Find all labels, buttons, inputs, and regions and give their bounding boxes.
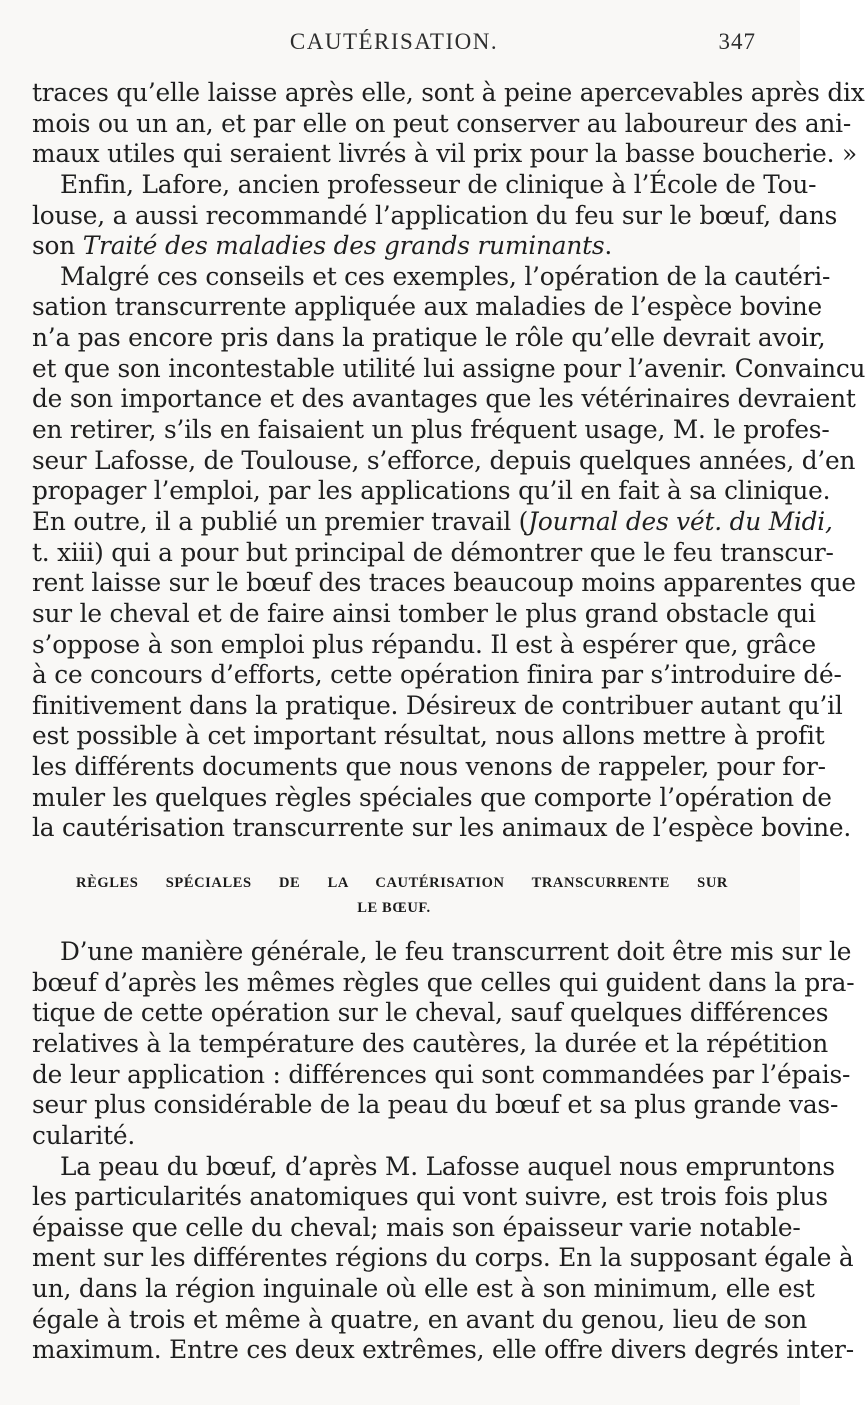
text-run: son	[32, 231, 83, 261]
paragraph	[32, 78, 865, 170]
body-text	[32, 78, 865, 1366]
text-line: est possible à cet important résultat, nous allons mettre à profit	[32, 721, 825, 751]
text-line: relatives à la température des cautères, la durée et la répétition	[32, 1028, 829, 1058]
text-line: cularité.	[32, 1120, 136, 1150]
text-line: seur Lafosse, de Toulouse, s’efforce, depuis quelques années, d’en	[32, 445, 856, 475]
text-line: propager l’emploi, par les applications qu’il en fait à sa clinique.	[32, 476, 831, 506]
text-line: les différents documents que nous venons de rappeler, pour for-	[32, 752, 826, 782]
paragraph	[32, 937, 855, 1151]
text-line: La peau du bœuf, d’après M. Lafosse auquel nous empruntons	[60, 1151, 835, 1181]
text-line: à ce concours d’efforts, cette opération finira par s’introduire dé-	[32, 660, 842, 690]
journal-title: Journal des vét. du Midi,	[528, 506, 833, 536]
text-line: égale à trois et même à quatre, en avant du genou, lieu de son	[32, 1304, 807, 1334]
text-line: la cautérisation transcurrente sur les animaux de l’espèce bovine.	[32, 813, 852, 843]
text-line: louse, a aussi recommandé l’application du feu sur le bœuf, dans	[32, 200, 838, 230]
text-line: seur plus considérable de la peau du bœuf et sa plus grande vas-	[32, 1090, 839, 1120]
text-line: bœuf d’après les mêmes règles que celles qui guident dans la pra-	[32, 967, 855, 997]
text-line: maximum. Entre ces deux extrêmes, elle offre divers degrés inter-	[32, 1335, 854, 1365]
text-line: Malgré ces conseils et ces exemples, l’opération de la cautéri-	[60, 261, 831, 291]
text-line: mois ou un an, et par elle on peut conserver au laboureur des ani-	[32, 108, 852, 138]
text-line: n’a pas encore pris dans la pratique le rôle qu’elle devrait avoir,	[32, 323, 826, 353]
section-heading	[32, 871, 756, 921]
text-line: un, dans la région inguinale où elle est à son minimum, elle est	[32, 1274, 815, 1304]
text-line: sation transcurrente appliquée aux maladies de l’espèce bovine	[32, 292, 823, 322]
text-line: de leur application : différences qui sont commandées par l’épais-	[32, 1059, 851, 1089]
text-line: sur le cheval et de faire ainsi tomber le plus grand obstacle qui	[32, 598, 816, 628]
text-line: traces qu’elle laisse après elle, sont à peine apercevables après dix	[32, 78, 865, 107]
text-line: D’une manière générale, le feu transcurrent doit être mis sur le	[60, 937, 852, 967]
book-title: Traité des maladies des grands ruminants	[82, 231, 605, 261]
page-header	[32, 29, 756, 63]
paragraph	[32, 169, 838, 262]
text-line: rent laisse sur le bœuf des traces beaucoup moins apparentes que	[32, 568, 856, 598]
text-line: maux utiles qui seraient livrés à vil prix pour la basse boucherie. »	[32, 139, 857, 169]
text-line: s’oppose à son emploi plus répandu. Il est à espérer que, grâce	[32, 629, 817, 659]
text-run: .	[604, 231, 613, 261]
section-heading-line: LE BŒUF.	[357, 900, 431, 917]
text-line: finitivement dans la pratique. Désireux de contribuer autant qu’il	[32, 690, 843, 720]
text-line: les particularités anatomiques qui vont suivre, est trois fois plus	[32, 1182, 828, 1212]
text-line: et que son incontestable utilité lui assigne pour l’avenir. Convaincu	[32, 353, 865, 383]
text-run: En outre, il a publié un premier travail (	[32, 506, 529, 536]
page-number: 347	[718, 29, 756, 54]
text-line	[32, 231, 756, 262]
section-heading-line: RÈGLES SPÉCIALES DE LA CAUTÉRISATION TRANSCURRENTE SUR	[76, 875, 728, 892]
text-line: muler les quelques règles spéciales que comporte l’opération de	[32, 782, 832, 812]
text-line: ment sur les différentes régions du corps. En la supposant égale à	[32, 1243, 854, 1273]
text-line: t. xiii) qui a pour but principal de démontrer que le feu transcur-	[32, 537, 834, 567]
text-line: Enfin, Lafore, ancien professeur de clinique à l’École de Tou-	[60, 169, 817, 199]
text-line: tique de cette opération sur le cheval, sauf quelques différences	[32, 998, 829, 1028]
text-line	[32, 506, 833, 538]
paragraph	[32, 261, 865, 844]
text-line: en retirer, s’ils en faisaient un plus fréquent usage, M. le profes-	[32, 415, 830, 445]
running-title: CAUTÉRISATION.	[289, 29, 499, 54]
text-line: de son importance et des avantages que les vétérinaires devraient	[32, 384, 856, 414]
text-line: épaisse que celle du cheval; mais son épaisseur varie notable-	[32, 1212, 801, 1242]
paragraph	[32, 1151, 854, 1366]
